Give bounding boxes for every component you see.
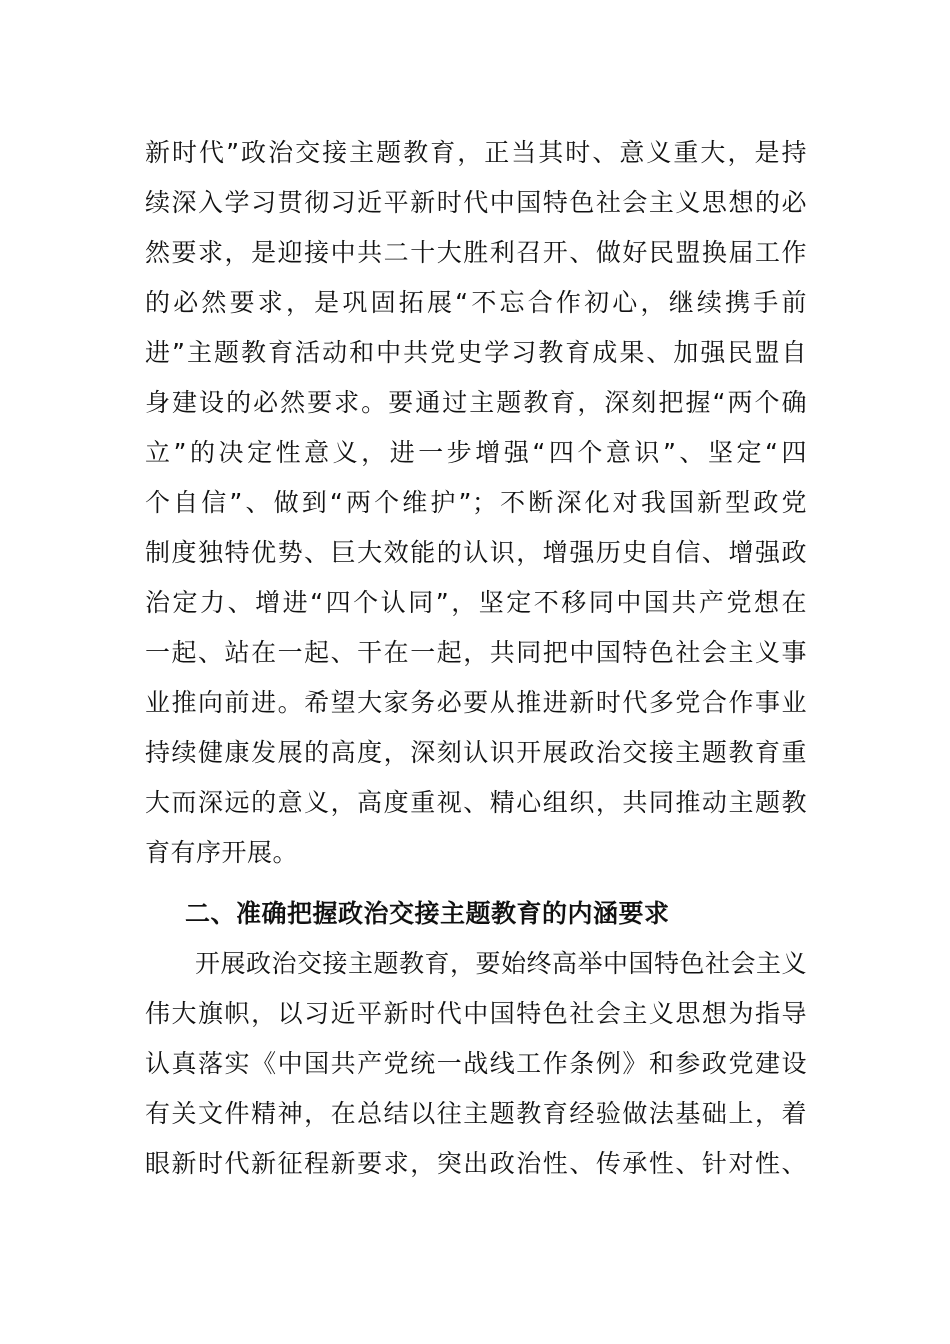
text-line: 认真落实《中国共产党统一战线工作条例》和参政党建设 <box>145 1049 807 1078</box>
text-line: 立”的决定性意义，进一步增强“四个意识”、坚定“四 <box>145 438 807 467</box>
text-line: 的必然要求，是巩固拓展“不忘合作初心，继续携手前 <box>145 288 807 317</box>
text-line: 新时代”政治交接主题教育，正当其时、意义重大，是持 <box>145 138 807 167</box>
text-line: 一起、站在一起、干在一起，共同把中国特色社会主义事 <box>145 638 807 667</box>
paragraph-requirements <box>145 939 807 1189</box>
section-heading: 二、准确把握政治交接主题教育的内涵要求 <box>185 899 670 928</box>
document-body <box>145 128 807 1189</box>
text-line: 大而深远的意义，高度重视、精心组织，共同推动主题教 <box>145 788 807 817</box>
paragraph-spacer <box>145 878 807 889</box>
text-line: 进”主题教育活动和中共党史学习教育成果、加强民盟自 <box>145 338 807 367</box>
text-line: 然要求，是迎接中共二十大胜利召开、做好民盟换届工作 <box>145 238 807 267</box>
text-line: 续深入学习贯彻习近平新时代中国特色社会主义思想的必 <box>145 188 807 217</box>
text-line: 治定力、增进“四个认同”，坚定不移同中国共产党想在 <box>145 588 807 617</box>
text-line: 个自信”、做到“两个维护”；不断深化对我国新型政党 <box>145 488 807 517</box>
paragraph-significance <box>145 128 807 878</box>
text-line: 身建设的必然要求。要通过主题教育，深刻把握“两个确 <box>145 388 807 417</box>
text-line: 开展政治交接主题教育，要始终高举中国特色社会主义 <box>195 949 808 978</box>
text-line: 制度独特优势、巨大效能的认识，增强历史自信、增强政 <box>145 538 807 567</box>
text-line: 育有序开展。 <box>145 838 299 867</box>
text-line: 眼新时代新征程新要求，突出政治性、传承性、针对性、 <box>145 1149 807 1178</box>
text-line: 业推向前进。希望大家务必要从推进新时代多党合作事业 <box>145 688 807 717</box>
text-line: 持续健康发展的高度，深刻认识开展政治交接主题教育重 <box>145 738 807 767</box>
text-line: 有关文件精神，在总结以往主题教育经验做法基础上，着 <box>145 1099 807 1128</box>
text-line: 伟大旗帜，以习近平新时代中国特色社会主义思想为指导 <box>145 999 807 1028</box>
